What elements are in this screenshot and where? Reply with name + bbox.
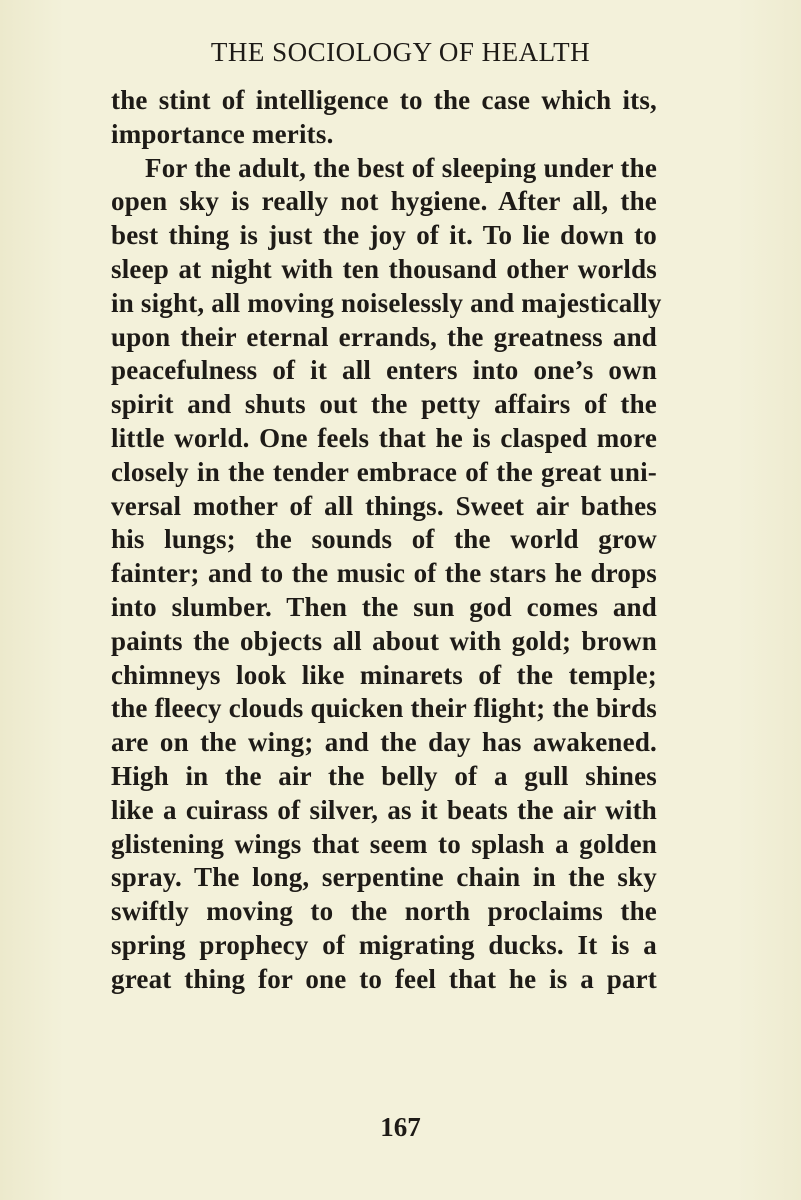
text-line: paints the objects all about with gold; brown	[111, 625, 657, 656]
text-line: the fleecy clouds quicken their flight; the birds	[111, 693, 657, 724]
text-line: peacefulness of it all enters into one’s own	[111, 355, 657, 386]
text-line: spray. The long, serpentine chain in the sky	[111, 862, 657, 893]
text-line: great thing for one to feel that he is a part	[111, 963, 657, 994]
text-line: fainter; and to the music of the stars he drops	[111, 558, 657, 589]
running-head: THE SOCIOLOGY OF HEALTH	[210, 37, 591, 67]
text-line: High in the air the belly of a gull shines	[111, 760, 657, 791]
text-line: sleep at night with ten thousand other worlds	[111, 253, 657, 284]
text-line: into slumber. Then the sun god comes and	[111, 591, 657, 622]
text-line: upon their eternal errands, the greatness and	[111, 321, 657, 352]
text-line: importance merits.	[111, 118, 334, 149]
body-text	[111, 84, 662, 997]
text-line: his lungs; the sounds of the world grow	[111, 524, 657, 555]
text-line: little world. One feels that he is clasped more	[111, 422, 657, 453]
text-line: swiftly moving to the north proclaims the	[111, 896, 657, 927]
text-line: versal mother of all things. Sweet air bathes	[111, 490, 657, 521]
text-line: chimneys look like minarets of the temple;	[111, 659, 657, 690]
text-line: closely in the tender embrace of the great uni-	[111, 456, 657, 487]
text-line: best thing is just the joy of it. To lie down to	[111, 220, 657, 251]
text-line: open sky is really not hygiene. After all, the	[111, 186, 657, 217]
text-line: spring prophecy of migrating ducks. It is a	[111, 929, 657, 960]
text-line: like a cuirass of silver, as it beats the air with	[111, 794, 657, 825]
text-line: spirit and shuts out the petty affairs of the	[111, 389, 657, 420]
text-line: glistening wings that seem to splash a golden	[111, 828, 657, 859]
text-line: the stint of intelligence to the case which its,	[111, 85, 657, 115]
page-number: 167	[380, 1112, 421, 1142]
text-line: are on the wing; and the day has awakened.	[111, 727, 657, 758]
text-line: in sight, all moving noiselessly and majestically	[111, 287, 662, 318]
text-line: For the adult, the best of sleeping under the	[145, 152, 657, 183]
